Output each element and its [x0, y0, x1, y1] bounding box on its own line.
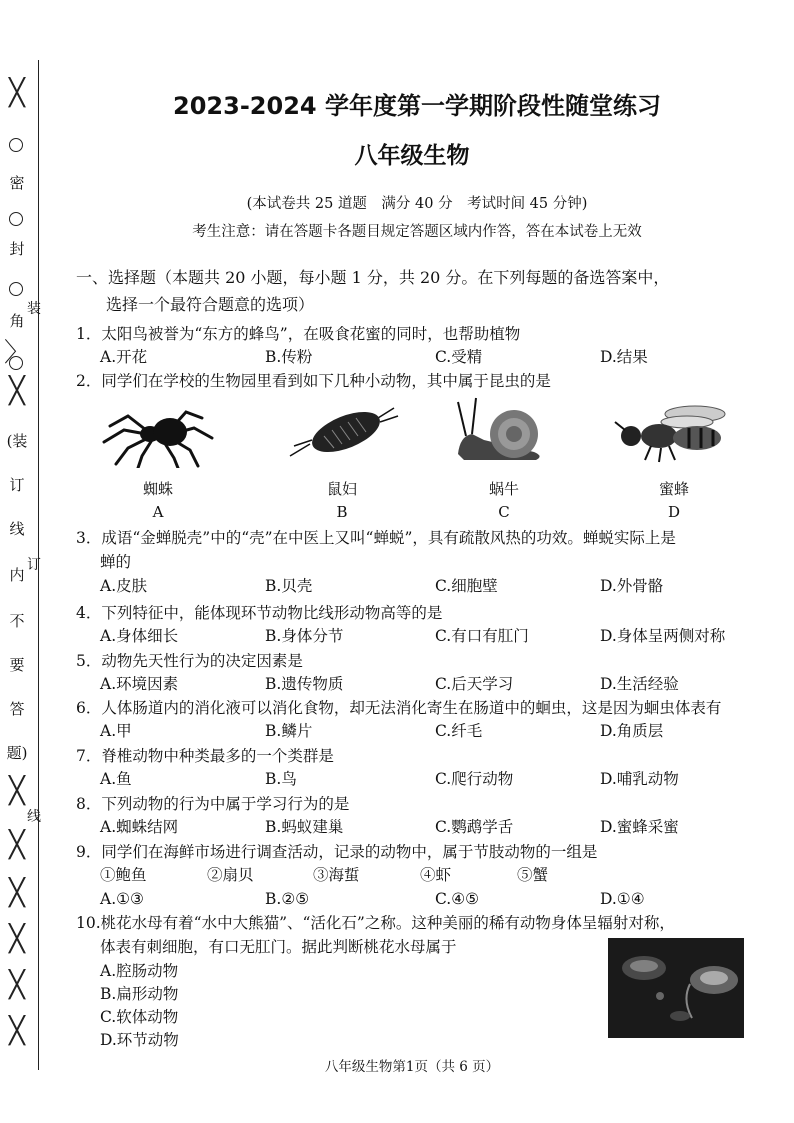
cross-mark-icon: ╳	[9, 776, 25, 806]
binding-char: 不	[9, 612, 25, 630]
animal-name: 蜘蛛	[142, 480, 173, 498]
page-footer: 八年级生物第1页（共 6 页）	[324, 1059, 500, 1075]
item: ④虾	[420, 866, 452, 884]
option[interactable]: C.有口有肛门	[435, 627, 529, 645]
option-row	[100, 888, 740, 911]
animal-letter: B	[336, 503, 348, 521]
option[interactable]: D.哺乳动物	[600, 770, 679, 788]
option[interactable]: B.扁形动物	[100, 985, 179, 1003]
option-row	[100, 720, 740, 743]
question-stem: 1．太阳鸟被誉为“东方的蜂鸟”，在吸食花蜜的同时，也帮助植物	[76, 325, 521, 343]
question-stem: 5．动物先天性行为的决定因素是	[76, 652, 303, 670]
binding-outer-char: 线	[27, 809, 41, 825]
section-heading-line1: 一、选择题（本题共 20 小题，每小题 1 分，共 20 分。在下列每题的备选答案中，	[76, 268, 670, 287]
option-row	[100, 673, 740, 696]
binding-char: 封	[9, 240, 25, 258]
option[interactable]: D.蜜蜂采蜜	[600, 818, 679, 836]
woodlouse-icon	[282, 396, 402, 468]
option[interactable]: D.结果	[600, 348, 648, 366]
jellyfish-icon	[608, 938, 744, 1038]
cross-mark-icon: ╳	[9, 78, 25, 108]
cross-mark-icon: ╳	[9, 830, 25, 860]
option[interactable]: A.甲	[100, 722, 132, 740]
exam-info: (本试卷共 25 道题 满分 40 分 考试时间 45 分钟)	[246, 196, 588, 212]
option[interactable]: B.鳞片	[265, 722, 313, 740]
jellyfish-photo	[608, 938, 744, 1038]
binding-char: 角	[9, 312, 25, 330]
option[interactable]: D.外骨骼	[600, 577, 664, 595]
option[interactable]: D.①④	[600, 890, 645, 908]
option[interactable]: D.角质层	[600, 722, 664, 740]
option[interactable]: B.遗传物质	[265, 675, 344, 693]
option-row	[100, 346, 740, 369]
option[interactable]: D.环节动物	[100, 1031, 179, 1049]
animal-option-bee[interactable]	[604, 396, 744, 521]
option-row	[100, 768, 740, 791]
option[interactable]: A.身体细长	[100, 627, 179, 645]
binding-outer-char: 装	[27, 301, 41, 317]
animal-name: 蜗牛	[488, 480, 519, 498]
option-row	[100, 625, 740, 648]
binding-outer-char: 订	[27, 557, 41, 573]
binding-char: 内	[9, 566, 25, 584]
cross-mark-icon: ╳	[9, 924, 25, 954]
option[interactable]: C.后天学习	[435, 675, 514, 693]
question-stem-continued: 体表有刺细胞，有口无肛门。据此判断桃花水母属于	[100, 938, 457, 956]
exam-title: 2023-2024 学年度第一学期阶段性随堂练习	[173, 92, 661, 120]
option[interactable]: B.贝壳	[265, 577, 313, 595]
question-stem: 2．同学们在学校的生物园里看到如下几种小动物，其中属于昆虫的是	[76, 372, 551, 390]
question-stem: 9．同学们在海鲜市场进行调查活动，记录的动物中，属于节肢动物的一组是	[76, 843, 598, 861]
option[interactable]: A.开花	[100, 348, 148, 366]
question-stem-continued: 蝉的	[100, 553, 132, 571]
item-row	[100, 864, 740, 887]
spider-icon	[98, 396, 218, 468]
option[interactable]: A.①③	[100, 890, 144, 908]
animal-letter: C	[498, 503, 510, 521]
binding-char: 答	[9, 700, 25, 718]
animal-option-snail[interactable]	[434, 396, 574, 521]
option-row	[100, 575, 740, 598]
section-heading-line2: 选择一个最符合题意的选项）	[106, 295, 315, 314]
cross-mark-icon: 〉	[3, 338, 30, 368]
option[interactable]: B.身体分节	[265, 627, 344, 645]
option[interactable]: B.鸟	[265, 770, 297, 788]
snail-icon	[444, 396, 564, 468]
item: ⑤蟹	[517, 866, 549, 884]
option[interactable]: B.传粉	[265, 348, 313, 366]
animal-letter: D	[667, 503, 681, 521]
section-heading	[76, 264, 776, 318]
option[interactable]: B.蚂蚁建巢	[265, 818, 344, 836]
binding-char: 线	[9, 520, 25, 538]
question-stem: 4．下列特征中，能体现环节动物比线形动物高等的是	[76, 604, 443, 622]
question-stem: 7．脊椎动物中种类最多的一个类群是	[76, 747, 334, 765]
circle-mark-icon	[9, 356, 23, 370]
cross-mark-icon: ╳	[9, 878, 25, 908]
circle-mark-icon	[9, 282, 23, 296]
option[interactable]: B.②⑤	[265, 890, 310, 908]
option[interactable]: A.环境因素	[100, 675, 179, 693]
option[interactable]: A.蜘蛛结网	[100, 818, 179, 836]
binding-char: 密	[9, 174, 25, 192]
question-stem: 10.桃花水母有着“水中大熊猫”、“活化石”之称。这种美丽的稀有动物身体呈辐射对称，	[76, 914, 675, 932]
animal-letter: A	[152, 503, 164, 521]
cross-mark-icon: ╳	[9, 970, 25, 1000]
option[interactable]: C.爬行动物	[435, 770, 514, 788]
cross-mark-icon: ╳	[9, 1016, 25, 1046]
exam-notice: 考生注意：请在答题卡各题目规定答题区域内作答，答在本试卷上无效	[192, 224, 642, 240]
option[interactable]: C.软体动物	[100, 1008, 179, 1026]
item: ②扇贝	[207, 866, 254, 884]
binding-char: 要	[9, 656, 25, 674]
item: ①鲍鱼	[100, 866, 147, 884]
binding-char: (装	[6, 432, 28, 450]
question-stem: 6．人体肠道内的消化液可以消化食物，却无法消化寄生在肠道中的蛔虫，这是因为蛔虫体表有	[76, 699, 722, 717]
option[interactable]: D.身体呈两侧对称	[600, 627, 726, 645]
exam-subtitle: 八年级生物	[354, 143, 470, 169]
option-row	[100, 816, 740, 839]
item: ③海蜇	[313, 866, 360, 884]
binding-char: 题)	[6, 744, 28, 762]
option[interactable]: A.腔肠动物	[100, 962, 179, 980]
option[interactable]: C.纤毛	[435, 722, 483, 740]
question-stem: 3．成语“金蝉脱壳”中的“壳”在中医上又叫“蝉蜕”，具有疏散风热的功效。蝉蜕实际上是	[76, 529, 676, 547]
option[interactable]: A.鱼	[100, 770, 132, 788]
option[interactable]: C.鹦鹉学舌	[435, 818, 514, 836]
option[interactable]: D.生活经验	[600, 675, 679, 693]
option[interactable]: C.受精	[435, 348, 483, 366]
animal-name: 蜜蜂	[658, 480, 689, 498]
question-stem: 8．下列动物的行为中属于学习行为的是	[76, 795, 350, 813]
cross-mark-icon: ╳	[9, 376, 25, 406]
animal-option-woodlouse[interactable]	[272, 396, 412, 521]
animal-name: 鼠妇	[326, 480, 357, 498]
binding-char: 订	[9, 476, 25, 494]
option[interactable]: A.皮肤	[100, 577, 148, 595]
option[interactable]: C.细胞壁	[435, 577, 498, 595]
animal-option-spider[interactable]	[88, 396, 228, 521]
bee-icon	[609, 396, 739, 468]
option[interactable]: C.④⑤	[435, 890, 480, 908]
